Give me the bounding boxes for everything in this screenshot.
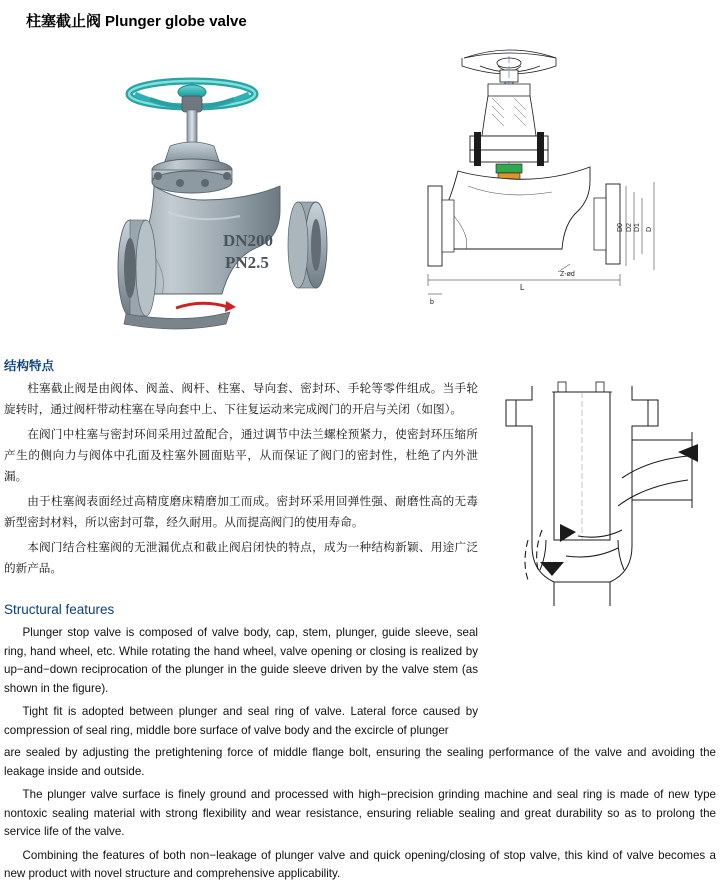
page-title-en: Plunger globe valve — [105, 13, 247, 30]
photo-label-pn: PN2.5 — [225, 253, 269, 272]
dim-label-l: L — [520, 283, 525, 292]
section-heading-en: Structural features — [4, 602, 115, 617]
left-flange-photo — [118, 220, 156, 316]
dim-label-d: D — [646, 226, 653, 232]
flow-arrow-icon — [176, 301, 236, 312]
section-heading-cn: 结构特点 — [4, 359, 55, 373]
chinese-body-text — [4, 378, 478, 583]
en-paragraph-4: Combining the features of both non−leakage of plunger valve and quick opening/closing of stop valve, this kind of valve becomes a new product with novel structure and comprehensive applicability. — [4, 848, 716, 880]
cn-paragraph-2: 在阀门中柱塞与密封环间采用过盈配合，通过调节中法兰螺栓预紧力，使密封环压缩所产生的侧向力与阀体中孔面及柱塞外圆面贴平，从而保证了阀门的密封性，杜绝了内外泄漏。 — [4, 428, 478, 483]
page-title-cn: 柱塞截止阀 — [26, 13, 102, 30]
cn-paragraph-4: 本阀门结合柱塞阀的无泄漏优点和截止阀启闭快的特点，成为一种结构新颖、用途广泛的新产品。 — [4, 541, 478, 575]
dim-label-bolt: Z-ød — [560, 271, 575, 278]
en-paragraph-2: Tight fit is adopted between plunger and seal ring of valve. Lateral force caused by compression of seal ring, middle bore surface of valve body and the excircle of plunger — [4, 705, 478, 737]
valve-photo — [30, 36, 390, 336]
dim-label-d1: D1 — [634, 223, 641, 232]
photo-label-dn: DN200 — [223, 231, 274, 250]
right-flange-photo — [288, 202, 327, 288]
dim-label-d0: D0 — [617, 223, 624, 232]
cn-paragraph-3: 由于柱塞阀表面经过高精度磨床精磨加工而成。密封环采用回弹性强、耐磨性高的无毒新型密封材料，所以密封可靠，经久耐用。从而提高阀门的使用寿命。 — [4, 495, 478, 529]
page-title — [26, 10, 247, 31]
english-body-text-narrow — [4, 624, 478, 745]
cn-paragraph-1: 柱塞截止阀是由阀体、阀盖、阀杆、柱塞、导向套、密封环、手轮等零件组成。当手轮旋转时，通过阀杆带动柱塞在导向套中上、下往复运动来完成阀门的开启与关闭（如图）。 — [4, 382, 478, 416]
valve-sectional-drawing — [410, 36, 710, 336]
flow-schematic-diagram — [492, 380, 716, 610]
english-body-text-wide — [4, 744, 716, 889]
en-paragraph-2-cont: are sealed by adjusting the pretightening force of middle flange bolt, ensuring the sealing performance of the valve and avoiding the leakage inside and outside. — [4, 746, 716, 778]
en-paragraph-1: Plunger stop valve is composed of valve body, cap, stem, plunger, guide sleeve, seal ring, hand wheel, etc. While rotating the hand wheel, valve opening or closing is realized by up−and−down reciprocation of the plunger in the guide sleeve driven by the valve stem (as shown in the figure). — [4, 626, 478, 695]
en-paragraph-3: The plunger valve surface is finely ground and processed with high−precision grinding machine and seal ring is made of new type nontoxic sealing material with strong flexibility and wear resistance, ensuring reliable sealing and great durability so as to prolong the service life of the valve. — [4, 788, 716, 838]
dim-label-b: b — [430, 299, 434, 306]
dim-label-d2: D2 — [626, 223, 633, 232]
